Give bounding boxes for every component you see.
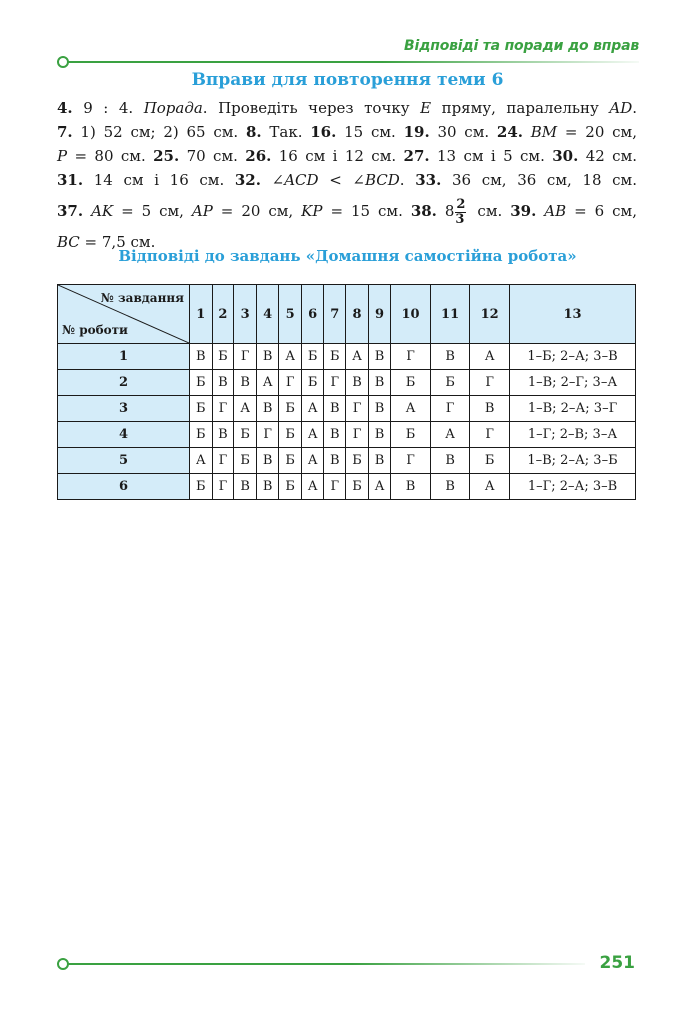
answer-cell: В (256, 344, 279, 370)
answer-line (57, 168, 637, 192)
column-header: 10 (391, 285, 431, 344)
answer-cell: Г (324, 370, 346, 396)
answer-line (57, 144, 637, 168)
answer-text: 30 см. (429, 123, 497, 141)
answer-line (57, 192, 637, 230)
answer-cell: А (301, 422, 324, 448)
math-symbol: ACD (284, 171, 319, 189)
answer-cell: Г (430, 396, 470, 422)
exercise-number: 26. (245, 147, 272, 165)
answer-text: 1) 52 см; 2) 65 см. (72, 123, 246, 141)
math-symbol: BM (530, 123, 558, 141)
answer-cell: В (368, 370, 391, 396)
page-number: 251 (599, 953, 635, 973)
answer-cell: Б (279, 422, 302, 448)
answer-cell: В (368, 396, 391, 422)
answer-cell: В (324, 422, 346, 448)
answer-cell: Г (470, 370, 510, 396)
answer-text (83, 202, 91, 220)
header-rule (57, 56, 639, 68)
answer-cell: В (234, 370, 257, 396)
answer-cell: Г (391, 448, 431, 474)
exercise-number: 30. (552, 147, 579, 165)
answer-cell: А (279, 344, 302, 370)
exercise-number: 19. (403, 123, 430, 141)
answer-cell: А (346, 344, 369, 370)
answers-text (57, 96, 637, 254)
exercise-number: 8. (245, 123, 262, 141)
exercise-number: 7. (57, 123, 73, 141)
answer-text: 8 (436, 202, 455, 220)
answer-cell: Б (324, 344, 346, 370)
answer-cell: Б (346, 448, 369, 474)
answer-cell: В (324, 396, 346, 422)
math-symbol: AK (91, 202, 114, 220)
running-header: Відповіді та поради до вправ (404, 38, 639, 54)
exercise-number: 39. (510, 202, 537, 220)
answer-text: 36 см, 36 см, 18 см. (441, 171, 637, 189)
exercise-number: 31. (57, 171, 84, 189)
column-header: 11 (430, 285, 470, 344)
answer-cell: В (470, 396, 510, 422)
answer-text: ∠ (260, 171, 285, 189)
answer-cell: Б (279, 448, 302, 474)
answer-line (57, 120, 637, 144)
answer-cell: Б (279, 396, 302, 422)
answer-cell: В (391, 474, 431, 500)
fraction (455, 198, 466, 227)
answer-cell: Г (279, 370, 302, 396)
header-work-label: № роботи (62, 323, 128, 337)
answer-text (523, 123, 531, 141)
row-label: 5 (58, 448, 190, 474)
math-symbol: Порада (143, 99, 203, 117)
exercise-number: 37. (57, 202, 84, 220)
answer-cell: Б (391, 422, 431, 448)
answer-cell: Г (212, 448, 234, 474)
answer-cell: Б (212, 344, 234, 370)
answer-cell: Б (391, 370, 431, 396)
answer-cell: 1–В; 2–А; 3–Б (510, 448, 636, 474)
exercise-number: 25. (153, 147, 180, 165)
answer-text: < ∠ (318, 171, 365, 189)
answer-cell: В (256, 396, 279, 422)
answer-cell: Б (430, 370, 470, 396)
column-header: 12 (470, 285, 510, 344)
answer-cell: Г (346, 396, 369, 422)
answer-cell: В (368, 448, 391, 474)
answer-cell: А (430, 422, 470, 448)
table-row (58, 474, 636, 500)
answer-text: 9 : 4. (72, 99, 144, 117)
column-header: 3 (234, 285, 257, 344)
answer-cell: Б (190, 422, 213, 448)
table-row (58, 422, 636, 448)
answer-cell: В (430, 474, 470, 500)
exercise-number: 33. (415, 171, 442, 189)
column-header: 1 (190, 285, 213, 344)
answer-cell: 1–В; 2–Г; 3–А (510, 370, 636, 396)
answer-text: = 5 см, (113, 202, 192, 220)
answer-text: = 20 см, (212, 202, 302, 220)
answer-cell: Б (301, 344, 324, 370)
answer-text: 16 см і 12 см. (271, 147, 404, 165)
answer-cell: А (470, 344, 510, 370)
answer-cell: А (234, 396, 257, 422)
answer-cell: Б (190, 396, 213, 422)
answer-text: . (632, 99, 638, 117)
answer-cell: А (301, 474, 324, 500)
answer-cell: Б (470, 448, 510, 474)
answer-cell: Г (470, 422, 510, 448)
answer-cell: В (346, 370, 369, 396)
answer-cell: В (430, 448, 470, 474)
answer-text: 70 см. (179, 147, 246, 165)
answer-cell: В (324, 448, 346, 474)
exercise-number: 24. (496, 123, 524, 141)
fraction-numerator: 2 (456, 196, 466, 212)
table-header-row (58, 285, 636, 344)
answer-text: = 20 см, (557, 123, 637, 141)
column-header: 13 (510, 285, 636, 344)
math-symbol: KP (301, 202, 323, 220)
answer-cell: А (368, 474, 391, 500)
row-label: 6 (58, 474, 190, 500)
answer-text: = 15 см. (322, 202, 411, 220)
answer-cell: В (368, 422, 391, 448)
math-symbol: E (420, 99, 432, 117)
table-title: Відповіді до завдань «Домашня самостійна робота» (118, 247, 577, 265)
answer-cell: А (391, 396, 431, 422)
answer-cell: В (212, 422, 234, 448)
answer-cell: А (301, 396, 324, 422)
answer-cell: В (368, 344, 391, 370)
math-symbol: BCD (364, 171, 400, 189)
answer-cell: Г (391, 344, 431, 370)
exercise-number: 16. (310, 123, 337, 141)
answer-cell: 1–В; 2–А; 3–Г (510, 396, 636, 422)
math-symbol: AP (191, 202, 213, 220)
answer-cell: Г (212, 396, 234, 422)
answer-cell: А (301, 448, 324, 474)
header-task-label: № завдання (100, 291, 184, 305)
answer-cell: В (256, 474, 279, 500)
exercise-number: 4. (57, 99, 73, 117)
answer-text: 15 см. (336, 123, 404, 141)
row-label: 4 (58, 422, 190, 448)
table-row (58, 344, 636, 370)
answer-cell: Г (234, 344, 257, 370)
column-header: 5 (279, 285, 302, 344)
answer-cell: Б (190, 474, 213, 500)
answer-text: 13 см і 5 см. (429, 147, 553, 165)
column-header: 4 (256, 285, 279, 344)
answer-cell: Г (212, 474, 234, 500)
answer-text: . (399, 171, 416, 189)
fraction-denominator: 3 (455, 211, 465, 227)
column-header: 6 (301, 285, 324, 344)
answer-text: см. (469, 202, 511, 220)
column-header: 2 (212, 285, 234, 344)
exercise-number: 38. (410, 202, 437, 220)
answers-table (57, 284, 636, 500)
answer-cell: А (470, 474, 510, 500)
answer-text: . Проведіть через точку (202, 99, 421, 117)
row-label: 3 (58, 396, 190, 422)
answer-cell: 1–Г; 2–А; 3–В (510, 474, 636, 500)
answer-cell: Б (301, 370, 324, 396)
answer-text: Так. (261, 123, 311, 141)
answer-cell: Г (346, 422, 369, 448)
answer-line (57, 96, 637, 120)
answer-cell: Б (190, 370, 213, 396)
answer-cell: В (234, 474, 257, 500)
answer-cell: Г (256, 422, 279, 448)
answer-cell: Б (279, 474, 302, 500)
answer-text: = 6 см, (566, 202, 637, 220)
column-header: 7 (324, 285, 346, 344)
answer-text: = 7,5 см. (79, 233, 156, 251)
answer-cell: 1–Г; 2–В; 3–А (510, 422, 636, 448)
answer-text: = 80 см. (67, 147, 154, 165)
answer-cell: 1–Б; 2–А; 3–В (510, 344, 636, 370)
exercise-number: 32. (234, 171, 261, 189)
table-row (58, 370, 636, 396)
exercise-number: 27. (403, 147, 430, 165)
footer-rule (57, 958, 585, 970)
table-row (58, 396, 636, 422)
math-symbol: AD (609, 99, 633, 117)
answer-cell: Б (234, 448, 257, 474)
answer-cell: Г (324, 474, 346, 500)
math-symbol: AB (544, 202, 567, 220)
row-label: 2 (58, 370, 190, 396)
diagonal-header-cell (58, 285, 190, 344)
answer-text: 42 см. (578, 147, 638, 165)
answer-cell: Б (346, 474, 369, 500)
column-header: 9 (368, 285, 391, 344)
math-symbol: BC (57, 233, 80, 251)
row-label: 1 (58, 344, 190, 370)
section-title: Вправи для повторення теми 6 (191, 70, 504, 90)
answer-text: пряму, паралельну (431, 99, 610, 117)
answer-cell: В (256, 448, 279, 474)
answer-cell: А (256, 370, 279, 396)
table-row (58, 448, 636, 474)
answer-cell: В (212, 370, 234, 396)
math-symbol: P (57, 147, 68, 165)
answer-cell: В (190, 344, 213, 370)
column-header: 8 (346, 285, 369, 344)
answer-cell: А (190, 448, 213, 474)
answer-cell: Б (234, 422, 257, 448)
answer-text: 14 см і 16 см. (83, 171, 235, 189)
answer-cell: В (430, 344, 470, 370)
